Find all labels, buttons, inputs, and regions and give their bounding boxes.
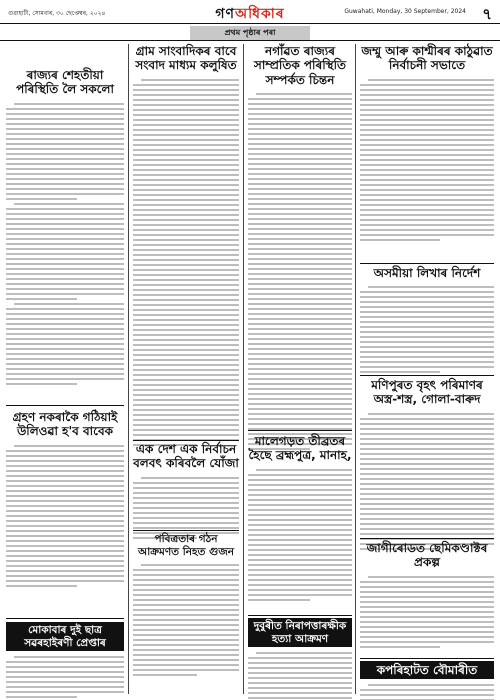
col4-story4-headline: জাগীৰোডত ছেমিকণ্ডাক্টৰ প্ৰকল্প [366, 541, 488, 570]
column-rule [355, 44, 356, 694]
col4-story2-body [360, 286, 494, 373]
section-banner: প্ৰথম পৃষ্ঠাৰ পৰা [190, 26, 310, 40]
page-number: ৭ [482, 5, 492, 23]
story-divider [6, 405, 124, 406]
col3-story2 [248, 434, 352, 604]
col3-story1-headline: নগাঁৱত ৰাজ্যৰ সাম্প্ৰতিক পৰিস্থিতি সম্পৰ্কত চিন্তন [253, 44, 347, 87]
col3-story3 [248, 618, 352, 700]
col4-story4 [360, 541, 494, 651]
col1-story2 [6, 410, 124, 590]
column-rule [243, 44, 244, 694]
col1-story1-body [6, 103, 124, 385]
col4-story1-headline: জম্মু আৰু কাশ্মীৰৰ কাঠুৱাত নিৰ্বাচনী সভাতে [361, 44, 493, 73]
col4-story5-headline: কপৰিহাটত বৌমাৰীত [360, 661, 494, 679]
story-divider [248, 430, 352, 431]
col1-story2-headline: গ্ৰহণ নকৰাকৈ গঠিয়াই উলিওৱা হ'ব বাবেক [12, 410, 118, 439]
col4-story3-body [360, 413, 494, 550]
title-part-2: অধিকাৰ [234, 6, 285, 22]
story-divider [360, 538, 494, 539]
story-divider [360, 658, 494, 659]
col3-story3-headline: দুবুৰীত নিৰাপত্তাৰক্ষীক হত্যা আক্ৰমণ [248, 618, 352, 647]
col2-story2 [133, 442, 239, 542]
masthead [0, 0, 500, 24]
col3-story2-headline: মালেগড়ত তীব্ৰতৰ হৈছে ব্ৰহ্মপুত্ৰ, মানাহ, [248, 434, 352, 463]
col4-story5-body [360, 684, 494, 700]
col4-story3 [360, 378, 494, 553]
col1-story1 [6, 68, 124, 388]
col1-story3-headline: মোকাবাৰ দুই ছাত্ৰ সৱৰহাইৰণী প্ৰেপ্তাৰ [6, 622, 124, 651]
col4-story5 [360, 661, 494, 700]
col2-story2-headline: এক দেশ এক নিৰ্বাচন বলবৎ কৰিবলৈ যোঁজা [133, 442, 239, 471]
col4-story2-headline: অসমীয়া লিখাৰ নিৰ্দেশ [373, 266, 481, 280]
column-rule [128, 44, 129, 694]
col1-story1-headline: ৰাজ্যৰ শেহতীয়া পৰিস্থিতি লৈ সকলো [16, 68, 114, 97]
col3-story2-body [248, 469, 352, 601]
story-divider [133, 440, 239, 441]
col1-story3-body [6, 656, 124, 698]
story-divider [360, 375, 494, 376]
story-divider [248, 615, 352, 616]
col4-story1-body [360, 79, 494, 241]
story-divider [133, 530, 239, 531]
col2-story1-body [133, 79, 239, 446]
masthead-english-date: Guwahati, Monday, 30 September, 2024 [344, 8, 466, 15]
col3-story1-body [248, 93, 352, 450]
col4-story3-headline: মণিপুৰত বৃহৎ পৰিমাণৰ অস্ত্ৰ-শস্ত্ৰ, গোলা-বাৰুদ [371, 378, 483, 407]
col2-story3-headline: পবিত্ৰতাৰ গঠন আক্ৰমণত নিহত গুজন [137, 533, 235, 558]
title-part-1: গণ [215, 6, 235, 22]
col4-story2 [360, 266, 494, 376]
col1-story2-body [6, 445, 124, 587]
col2-story1-headline: গ্ৰাম সাংবাদিকৰ বাবে সংবাদ মাধ্যম কলুষিত [135, 44, 237, 73]
col2-story1 [133, 44, 239, 449]
col4-story4-body [360, 576, 494, 648]
col3-story3-body [248, 652, 352, 700]
col4-story1 [360, 44, 494, 244]
col1-story3 [6, 622, 124, 700]
section-divider [0, 40, 500, 41]
story-divider [360, 263, 494, 264]
col3-story1 [248, 44, 352, 453]
col2-story3-body [133, 564, 239, 676]
col2-story3 [133, 533, 239, 679]
story-divider [6, 618, 124, 619]
masthead-date: গুৱাহাটী, সোমবাৰ, ৩০ ছেপ্তেম্বৰ, ২০২৪ [8, 10, 106, 17]
